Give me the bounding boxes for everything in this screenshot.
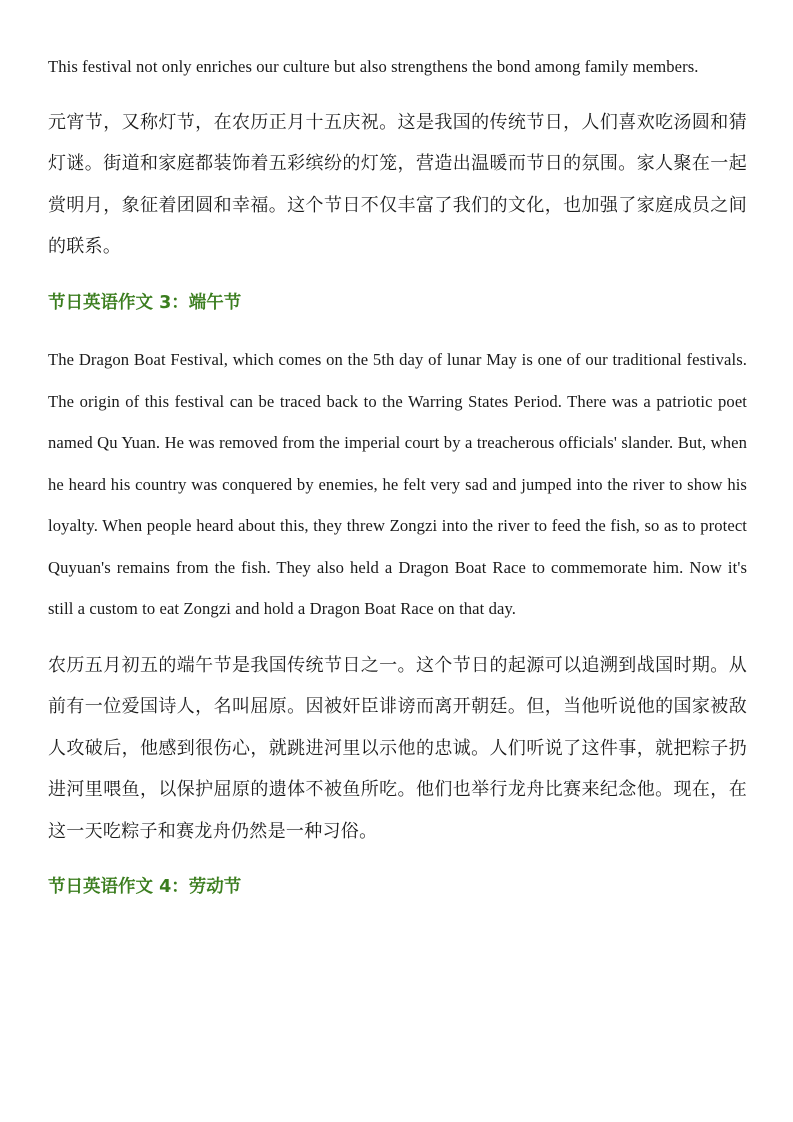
section-heading-3: 节日英语作文 3：端午节 [48,292,242,313]
spacer [48,268,747,283]
paragraph-chinese-lantern: 元宵节，又称灯节，在农历正月十五庆祝。这是我国的传统节日，人们喜欢吃汤圆和猜灯谜。街道和家庭都装饰着五彩缤纷的灯笼，营造出温暖而节日的氛围。家人聚在一起赏明月，象征着团圆和幸福。这个节日不仅丰富了我们的文化，也加强了家庭成员之间的联系。 [48,111,747,257]
section-heading-4: 节日英语作文 4：劳动节 [48,877,242,897]
spacer [48,852,747,867]
paragraph-english-lantern-tail: This festival not only enriches our culture but also strengthens the bond among family members. [48,57,699,76]
spacer [48,324,747,339]
spacer [48,630,747,645]
paragraph-english-dragon-boat: The Dragon Boat Festival, which comes on the 5th day of lunar May is one of our traditional festivals. The origin of this festival can be traced back to the Warring States Period. There was a patriotic poet named Qu Yuan. He was removed from the imperial court by a treacherous officials' slander. But, when he heard his country was conquered by enemies, he felt very sad and jumped into the river to show his loyalty. When people heard about this, they threw Zongzi into the river to feed the fish, so as to protect Quyuan's remains from the fish. They also held a Dragon Boat Race to commemorate him. Now it's still a custom to eat Zongzi and hold a Dragon Boat Race on that day. [48,350,747,618]
document-page [48,46,747,909]
spacer [48,88,747,102]
paragraph-chinese-dragon-boat: 农历五月初五的端午节是我国传统节日之一。这个节日的起源可以追溯到战国时期。从前有一位爱国诗人，名叫屈原。因被奸臣诽谤而离开朝廷。但，当他听说他的国家被敌人攻破后，他感到很伤心，就跳进河里以示他的忠诚。人们听说了这件事，就把粽子扔进河里喂鱼，以保护屈原的遗体不被鱼所吃。他们也举行龙舟比赛来纪念他。现在，在这一天吃粽子和赛龙舟仍然是一种习俗。 [48,654,747,842]
